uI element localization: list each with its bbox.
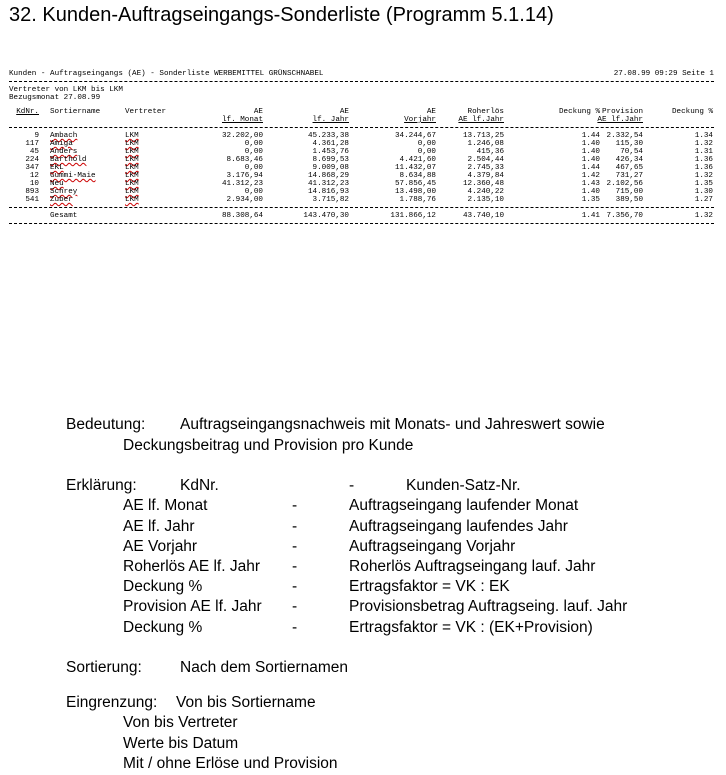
cell-sortiername: Barthold (50, 156, 87, 164)
definition-term: AE Vorjahr (123, 538, 198, 555)
column-header-row-2 (9, 116, 714, 124)
cell-deckung-provision: 1.36 (694, 156, 713, 164)
column-subheader-provision: AE lf.Jahr (597, 116, 643, 124)
cell-deckung: 1.40 (581, 140, 600, 148)
report-filter-line: Vertreter von LKM bis LKM (9, 86, 123, 94)
definition-dash: - (292, 578, 298, 595)
total-ae-vorjahr: 131.866,12 (390, 212, 436, 220)
cell-kdnr: 347 (25, 164, 39, 172)
total-ae-jahr: 143.470,30 (303, 212, 349, 220)
cell-vertreter: LKM (125, 180, 139, 188)
bedeutung-text-2: Deckungsbeitrag und Provision pro Kunde (123, 437, 414, 454)
bedeutung-label: Bedeutung: (66, 416, 146, 433)
definition-description: Provisionsbetrag Auftragseing. lauf. Jahr (349, 598, 628, 615)
cell-sortiername: Amiga (50, 140, 73, 148)
cell-ae-monat: 3.176,94 (226, 172, 263, 180)
cell-ae-jahr: 45.233,38 (307, 132, 349, 140)
definition-description: Kunden-Satz-Nr. (406, 477, 521, 494)
cell-provision: 115,30 (615, 140, 643, 148)
definition-term: AE lf. Jahr (123, 518, 195, 535)
cell-roherloes: 1.246,08 (467, 140, 504, 148)
cell-ae-jahr: 9.009,08 (312, 164, 349, 172)
cell-kdnr: 9 (34, 132, 39, 140)
cell-sortiername: Zuber (50, 196, 73, 204)
cell-roherloes: 4.379,84 (467, 172, 504, 180)
definition-dash: - (292, 518, 298, 535)
cell-roherloes: 4.240,22 (467, 188, 504, 196)
definition-term: KdNr. (180, 477, 219, 494)
table-row (9, 132, 714, 140)
report-reference-month: Bezugsmonat 27.08.99 (9, 94, 101, 102)
cell-deckung: 1.44 (581, 132, 600, 140)
cell-kdnr: 12 (29, 172, 39, 180)
cell-deckung: 1.35 (581, 196, 600, 204)
definition-term: Deckung % (123, 619, 203, 636)
cell-sortiername: Ambach (50, 132, 78, 140)
cell-deckung: 1.42 (581, 172, 600, 180)
cell-ae-vorjahr: 34.244,67 (394, 132, 436, 140)
erklaerung-label: Erklärung: (66, 477, 137, 494)
eingrenzung-line: Mit / ohne Erlöse und Provision (123, 755, 338, 772)
column-header-ae-monat: AE (253, 108, 263, 116)
page-title: 32. Kunden-Auftragseingangs-Sonderliste (Programm 5.1.14) (9, 4, 554, 26)
definition-dash: - (292, 619, 298, 636)
cell-provision: 2.102,56 (606, 180, 643, 188)
total-roherloes: 43.740,10 (462, 212, 504, 220)
table-row (9, 164, 714, 172)
report-rows (9, 132, 714, 204)
cell-deckung-provision: 1.32 (694, 140, 713, 148)
cell-sortiername: Neu (50, 180, 64, 188)
cell-vertreter: LKM (125, 196, 139, 204)
report-printout (9, 70, 714, 228)
column-header-deckung: Deckung % (558, 108, 600, 116)
definition-dash: - (292, 558, 298, 575)
cell-provision: 467,65 (615, 164, 643, 172)
divider (9, 223, 714, 225)
cell-deckung: 1.43 (581, 180, 600, 188)
column-subheader-ae-jahr: lf. Jahr (312, 116, 349, 124)
cell-kdnr: 10 (29, 180, 39, 188)
cell-ae-jahr: 4.361,28 (312, 140, 349, 148)
cell-ae-monat: 0,00 (244, 188, 263, 196)
cell-roherloes: 13.713,25 (462, 132, 504, 140)
eingrenzung-line: Werte bis Datum (123, 735, 239, 752)
cell-deckung-provision: 1.35 (694, 180, 713, 188)
cell-ae-vorjahr: 11.432,07 (394, 164, 436, 172)
cell-ae-jahr: 14.868,29 (307, 172, 349, 180)
cell-sortiername: Anders (50, 148, 78, 156)
total-provision: 7.356,70 (606, 212, 643, 220)
cell-provision: 389,50 (615, 196, 643, 204)
cell-vertreter: LKM (125, 156, 139, 164)
divider (9, 207, 714, 209)
column-header-ae-vorjahr: AE (426, 108, 436, 116)
cell-ae-monat: 32.202,00 (221, 132, 263, 140)
definition-description: Roherlös Auftragseingang lauf. Jahr (349, 558, 596, 575)
divider (9, 81, 714, 83)
cell-ae-monat: 0,00 (244, 164, 263, 172)
definition-description: Ertragsfaktor = VK : EK (349, 578, 510, 595)
total-deckung: 1.41 (581, 212, 600, 220)
total-label: Gesamt (50, 212, 78, 220)
column-header-roherloes: Roherlös (467, 108, 504, 116)
cell-ae-jahr: 14.816,93 (307, 188, 349, 196)
column-subheader-ae-monat: lf. Monat (221, 116, 263, 124)
eingrenzung-label: Eingrenzung: (66, 694, 158, 711)
cell-ae-monat: 0,00 (244, 148, 263, 156)
cell-ae-monat: 8.683,46 (226, 156, 263, 164)
cell-roherloes: 415,36 (476, 148, 504, 156)
cell-deckung: 1.40 (581, 156, 600, 164)
eingrenzung-line: Von bis Vertreter (123, 714, 238, 731)
column-header-deckung-provision: Deckung % (671, 108, 713, 116)
table-row (9, 196, 714, 204)
definition-dash: - (349, 477, 355, 494)
cell-deckung: 1.40 (581, 188, 600, 196)
cell-deckung-provision: 1.36 (694, 164, 713, 172)
definition-dash: - (292, 538, 298, 555)
cell-vertreter: LKM (125, 188, 139, 196)
report-header (9, 70, 714, 78)
cell-ae-monat: 2.934,00 (226, 196, 263, 204)
cell-kdnr: 45 (29, 148, 39, 156)
cell-kdnr: 893 (25, 188, 39, 196)
column-header-kdnr: KdNr. (16, 108, 39, 116)
cell-roherloes: 2.135,10 (467, 196, 504, 204)
total-row (9, 212, 714, 220)
cell-ae-vorjahr: 4.421,60 (399, 156, 436, 164)
cell-deckung: 1.40 (581, 148, 600, 156)
table-row (9, 172, 714, 180)
cell-vertreter: LKM (125, 164, 139, 172)
column-header-sortiername: Sortiername (50, 108, 101, 116)
column-header-ae-jahr: AE (339, 108, 349, 116)
definition-description: Ertragsfaktor = VK : (EK+Provision) (349, 619, 593, 636)
cell-roherloes: 2.504,44 (467, 156, 504, 164)
definition-term: Provision AE lf. Jahr (123, 598, 262, 615)
definition-dash: - (292, 497, 298, 514)
cell-sortiername: Schrey (50, 188, 78, 196)
total-ae-monat: 88.308,64 (221, 212, 263, 220)
definition-description: Auftragseingang laufendes Jahr (349, 518, 568, 535)
cell-vertreter: LKM (125, 148, 139, 156)
sortierung-value: Nach dem Sortiernamen (180, 659, 348, 676)
definition-term: Deckung % (123, 578, 203, 595)
column-header-vertreter: Vertreter (125, 108, 167, 116)
cell-ae-jahr: 8.699,53 (312, 156, 349, 164)
cell-ae-vorjahr: 0,00 (417, 140, 436, 148)
cell-ae-vorjahr: 1.788,76 (399, 196, 436, 204)
column-subheader-ae-vorjahr: Vorjahr (404, 116, 436, 124)
table-row (9, 140, 714, 148)
definition-term: AE lf. Monat (123, 497, 208, 514)
column-header-provision: Provision (601, 108, 643, 116)
cell-ae-monat: 41.312,23 (221, 180, 263, 188)
table-row (9, 156, 714, 164)
cell-sortiername: EKL (50, 164, 64, 172)
cell-roherloes: 12.360,48 (462, 180, 504, 188)
definition-description: Auftragseingang laufender Monat (349, 497, 579, 514)
table-row (9, 148, 714, 156)
table-row (9, 180, 714, 188)
column-subheader-roherloes: AE lf.Jahr (458, 116, 504, 124)
cell-provision: 715,00 (615, 188, 643, 196)
cell-ae-vorjahr: 57.856,45 (394, 180, 436, 188)
cell-ae-jahr: 1.453,76 (312, 148, 349, 156)
cell-provision: 426,34 (615, 156, 643, 164)
table-row (9, 188, 714, 196)
cell-deckung-provision: 1.34 (694, 132, 713, 140)
cell-ae-jahr: 41.312,23 (307, 180, 349, 188)
cell-ae-jahr: 3.715,82 (312, 196, 349, 204)
cell-deckung-provision: 1.27 (694, 196, 713, 204)
cell-provision: 70,54 (620, 148, 643, 156)
cell-ae-vorjahr: 0,00 (417, 148, 436, 156)
cell-roherloes: 2.745,33 (467, 164, 504, 172)
cell-provision: 2.332,54 (606, 132, 643, 140)
cell-ae-monat: 0,00 (244, 140, 263, 148)
definition-dash: - (292, 598, 298, 615)
cell-vertreter: LKM (125, 140, 139, 148)
definition-description: Auftragseingang Vorjahr (349, 538, 516, 555)
cell-ae-vorjahr: 13.498,00 (394, 188, 436, 196)
cell-kdnr: 224 (25, 156, 39, 164)
bedeutung-text-1: Auftragseingangsnachweis mit Monats- und Jahreswert sowie (180, 416, 605, 433)
definition-term: Roherlös AE lf. Jahr (123, 558, 260, 575)
total-deckung-provision: 1.32 (694, 212, 713, 220)
sortierung-label: Sortierung: (66, 659, 142, 676)
column-header-row-1 (9, 108, 714, 116)
cell-provision: 731,27 (615, 172, 643, 180)
cell-deckung: 1.44 (581, 164, 600, 172)
report-header-right: 27.08.99 09:29 Seite 1 (613, 70, 714, 78)
cell-sortiername: Gummi-Maie (50, 172, 96, 180)
divider (9, 127, 714, 129)
cell-deckung-provision: 1.31 (694, 148, 713, 156)
cell-ae-vorjahr: 8.634,88 (399, 172, 436, 180)
cell-kdnr: 117 (25, 140, 39, 148)
eingrenzung-first: Von bis Sortiername (176, 694, 316, 711)
cell-deckung-provision: 1.30 (694, 188, 713, 196)
cell-vertreter: LKM (125, 172, 139, 180)
cell-kdnr: 541 (25, 196, 39, 204)
report-header-left: Kunden - Auftragseingangs (AE) - Sonderliste WERBEMITTEL GRÜNSCHNABEL (9, 70, 324, 78)
cell-vertreter: LKM (125, 132, 139, 140)
cell-deckung-provision: 1.32 (694, 172, 713, 180)
